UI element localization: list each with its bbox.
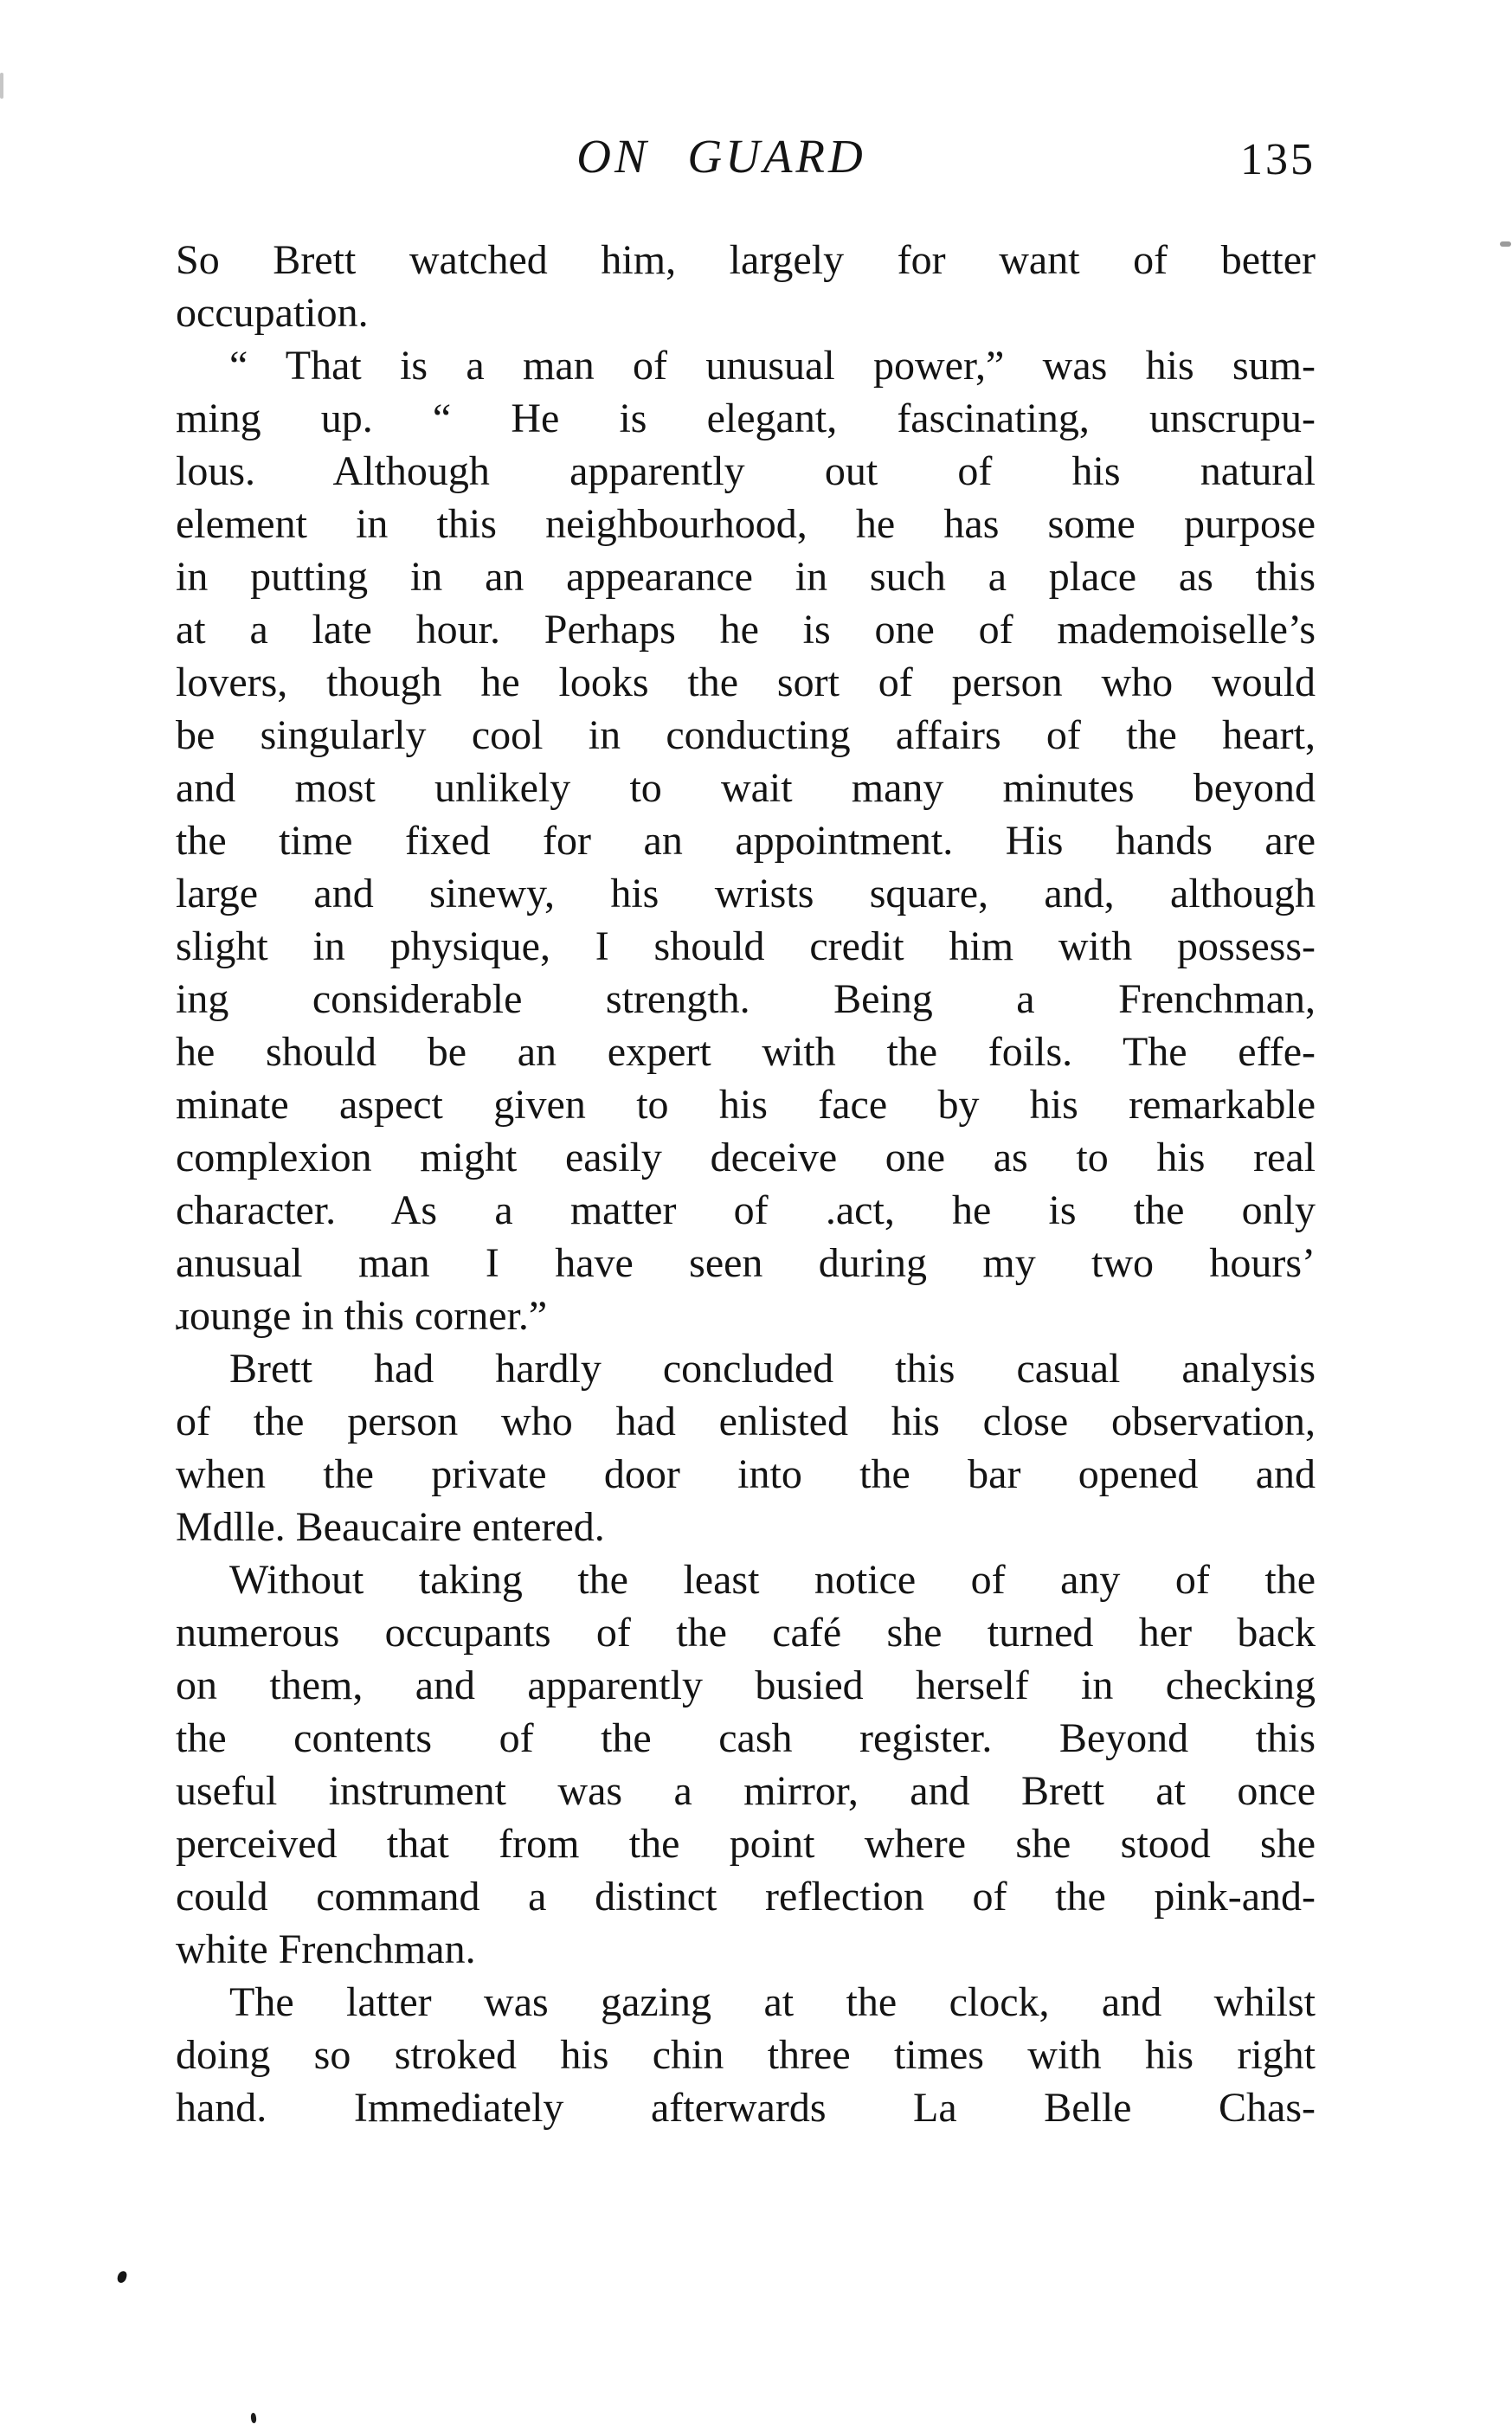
text-line: in putting in an appearance in such a place as this <box>176 554 1316 600</box>
text-line: So Brett watched him, largely for want of better <box>176 237 1316 283</box>
text-line: minate aspect given to his face by his remarkable <box>176 1082 1316 1128</box>
text-line: ming up. “ He is elegant, fascinating, unscrupu- <box>176 396 1316 441</box>
page-number: 135 <box>1240 135 1316 184</box>
text-line: when the private door into the bar opened and <box>176 1451 1316 1497</box>
text-line: ing considerable strength. Being a Frenchman, <box>176 976 1316 1022</box>
text-line: numerous occupants of the café she turned her back <box>176 1610 1316 1656</box>
text-line: could command a distinct reflection of the pink-and- <box>176 1874 1316 1920</box>
text-line: lovers, though he looks the sort of person who would <box>176 659 1316 705</box>
text-line: large and sinewy, his wrists square, and, although <box>176 871 1316 916</box>
text-line: doing so stroked his chin three times with his right <box>176 2032 1316 2078</box>
text-line: ɹounge in this corner.” <box>176 1293 548 1339</box>
page-edge-mark <box>0 73 3 99</box>
text-line: element in this neighbourhood, he has some purpose <box>176 501 1316 547</box>
text-line: Without taking the least notice of any of the <box>229 1557 1316 1603</box>
text-line: character. As a matter of .act, he is the only <box>176 1187 1316 1233</box>
text-line: on them, and apparently busied herself in checking <box>176 1662 1316 1708</box>
text-line: at a late hour. Perhaps he is one of mademoiselle’s <box>176 607 1316 653</box>
text-line: he should be an expert with the foils. The effe- <box>176 1029 1316 1075</box>
text-line: and most unlikely to wait many minutes beyond <box>176 765 1316 811</box>
ink-speck <box>116 2270 127 2284</box>
chapter-running-title: ON GUARD <box>576 130 866 183</box>
running-header <box>176 130 1316 199</box>
page-edge-mark <box>1500 241 1511 247</box>
text-line: lous. Although apparently out of his natural <box>176 448 1316 494</box>
text-line: The latter was gazing at the clock, and whilst <box>229 1979 1316 2025</box>
text-line: hand. Immediately afterwards La Belle Chas- <box>176 2085 1316 2131</box>
text-line: occupation. <box>176 290 369 336</box>
text-line: white Frenchman. <box>176 1926 476 1972</box>
text-line: slight in physique, I should credit him with possess- <box>176 923 1316 969</box>
text-line: Brett had hardly concluded this casual analysis <box>229 1346 1316 1392</box>
text-line: be singularly cool in conducting affairs of the heart, <box>176 712 1316 758</box>
text-line: the time fixed for an appointment. His hands are <box>176 818 1316 864</box>
text-line: useful instrument was a mirror, and Brett at once <box>176 1768 1316 1814</box>
ink-speck <box>250 2413 256 2424</box>
text-line: Mdlle. Beaucaire entered. <box>176 1504 605 1550</box>
text-line: of the person who had enlisted his close observation, <box>176 1399 1316 1444</box>
text-line: “ That is a man of unusual power,” was his sum- <box>229 343 1316 389</box>
page-body <box>176 234 1316 2134</box>
text-line: anusual man I have seen during my two hours’ <box>176 1240 1316 1286</box>
text-line: perceived that from the point where she stood she <box>176 1821 1316 1867</box>
text-line: complexion might easily deceive one as to his real <box>176 1135 1316 1180</box>
text-line: the contents of the cash register. Beyond this <box>176 1715 1316 1761</box>
